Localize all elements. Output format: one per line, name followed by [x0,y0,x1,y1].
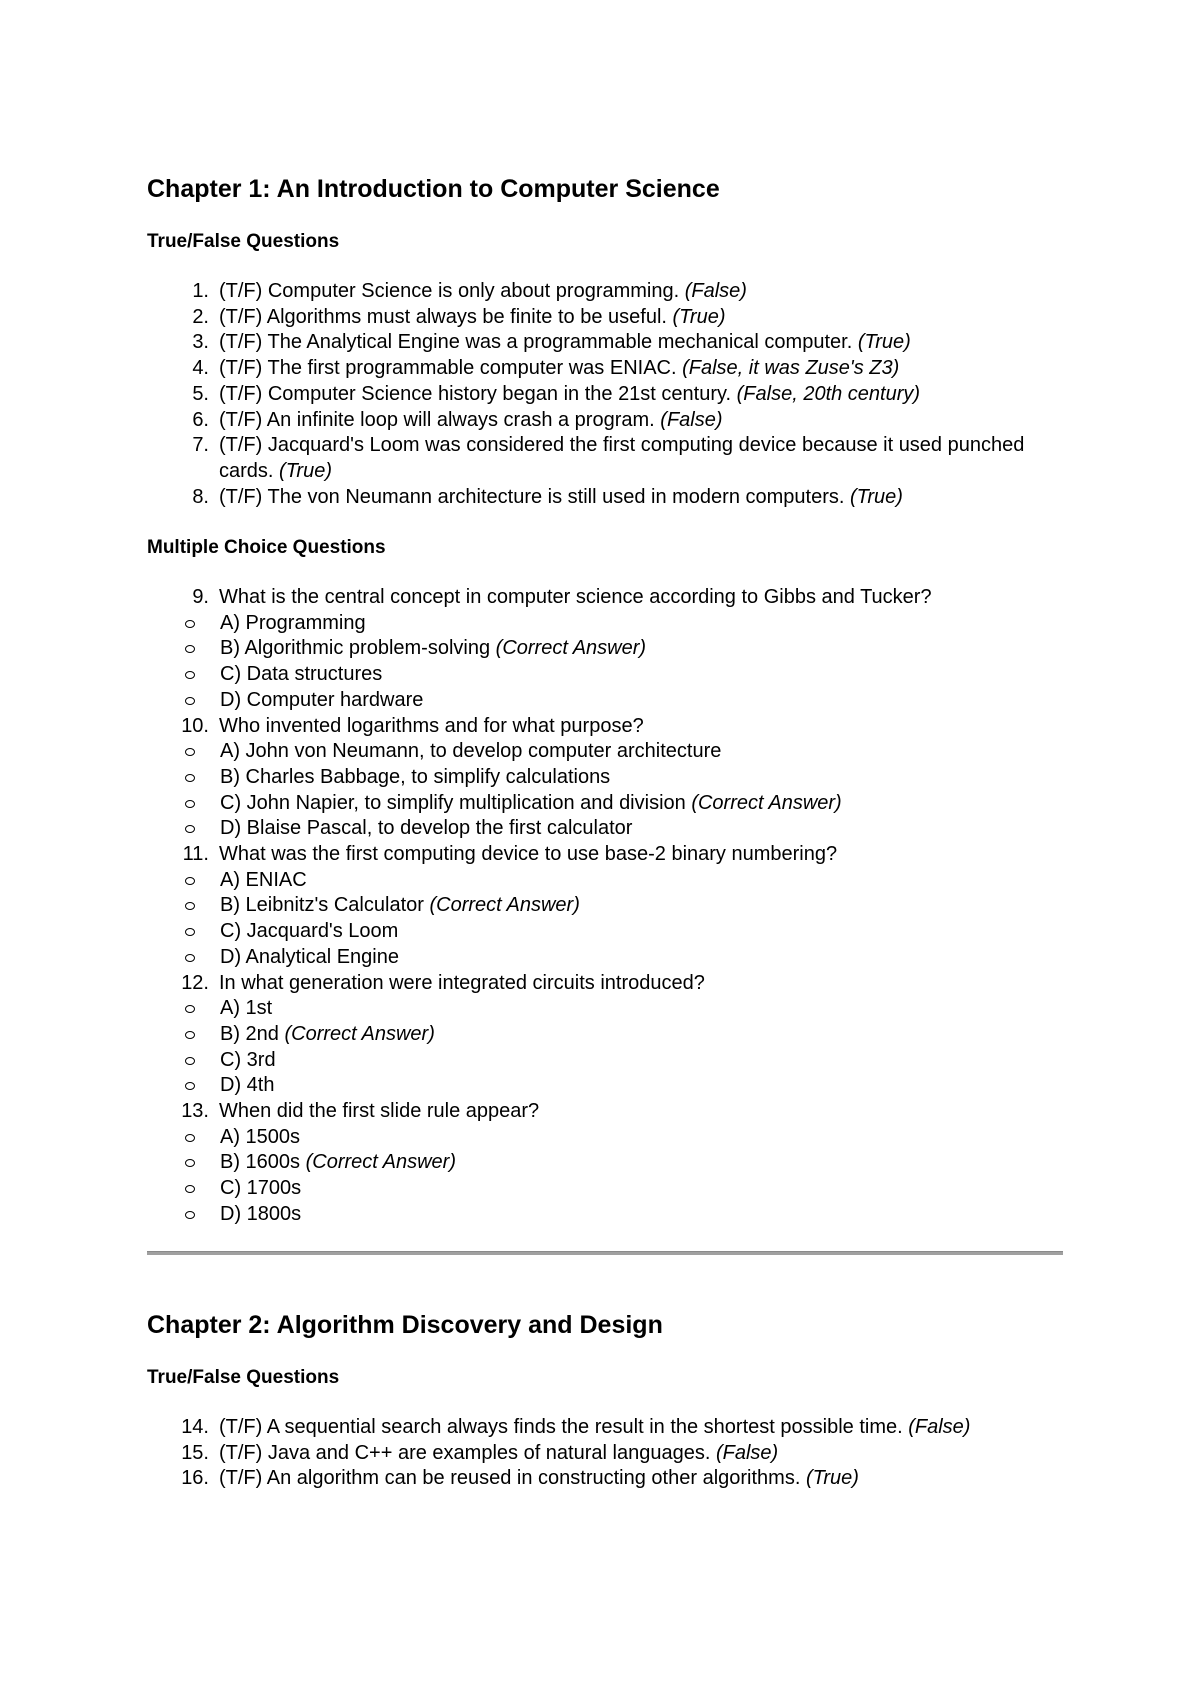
chapter-1-tf-list [147,279,1067,510]
question-answer: (False) [908,1416,971,1438]
tf-question [147,1415,1067,1441]
options-list [147,868,1067,971]
option-answer: (Correct Answer) [495,637,647,660]
question-text: (T/F) A sequential search always finds the result in the shortest possible time. [219,1416,909,1438]
option-text: C) 3rd [220,1048,276,1071]
option-text: D) 4th [220,1074,275,1097]
chapter-1-title: Chapter 1: An Introduction to Computer Science [147,175,720,203]
mc-question [147,585,1067,611]
option [147,765,1067,791]
option [147,636,1067,662]
option [147,868,1067,894]
option [147,739,1067,765]
question-number: 16. [181,1467,209,1490]
option-answer: (Correct Answer) [305,1151,456,1174]
question-text: (T/F) The first programmable computer was ENIAC. [219,357,683,380]
question-answer: (True) [672,305,726,328]
option [147,611,1067,637]
option-text: A) John von Neumann, to develop computer architecture [220,740,722,763]
tf-question [147,356,1067,382]
option-text: D) Analytical Engine [220,945,399,968]
option-text: B) Leibnitz's Calculator [220,894,430,917]
option [147,1048,1067,1074]
question-number: 4. [192,357,209,380]
option-text: B) 2nd [220,1022,285,1045]
option [147,1150,1067,1176]
chapter-2-title: Chapter 2: Algorithm Discovery and Design [147,1311,663,1339]
option [147,919,1067,945]
option [147,1022,1067,1048]
circle-bullet-icon [185,1057,195,1065]
question-text: What was the first computing device to use base-2 binary numbering? [219,843,838,866]
question-text: In what generation were integrated circuits introduced? [219,971,705,994]
question-answer: (False) [660,408,723,431]
option-text: B) 1600s [220,1151,306,1174]
question-text: When did the first slide rule appear? [219,1100,540,1123]
tf-question [147,433,1067,484]
circle-bullet-icon [185,1211,195,1219]
option [147,945,1067,971]
circle-bullet-icon [185,1031,195,1039]
option-answer: (Correct Answer) [691,791,842,814]
question-text: (T/F) An algorithm can be reused in constructing other algorithms. [219,1467,806,1490]
question-text: (T/F) An infinite loop will always crash a program. [219,408,661,431]
question-number: 2. [192,305,209,328]
circle-bullet-icon [185,902,195,910]
question-answer: (False) [715,1441,779,1464]
option-text: D) Blaise Pascal, to develop the first calculator [220,817,633,840]
circle-bullet-icon [185,645,195,653]
chapter-2-tf-heading: True/False Questions [147,1367,340,1388]
option-text: C) Jacquard's Loom [220,920,399,943]
option-text: A) 1st [220,997,273,1020]
mc-question [147,971,1067,997]
question-text: (T/F) Jacquard's Loom was considered the first computing device because it used punched cards. [219,434,1025,482]
question-answer: (True) [857,331,911,354]
tf-question [147,1441,1067,1467]
question-number: 5. [192,382,209,405]
question-text: (T/F) Algorithms must always be finite to be useful. [219,305,673,328]
options-list [147,739,1067,842]
question-number: 1. [192,280,209,302]
mc-question [147,714,1067,740]
circle-bullet-icon [185,697,195,705]
option-text: C) 1700s [220,1177,302,1200]
question-text: What is the central concept in computer science according to Gibbs and Tucker? [219,586,932,608]
circle-bullet-icon [185,1159,195,1167]
chapter-2-tf-list [147,1415,1067,1492]
question-answer: (True) [850,485,903,508]
option-text: C) Data structures [220,663,383,686]
question-answer: (False, 20th century) [736,382,921,405]
option [147,662,1067,688]
tf-question [147,408,1067,434]
question-number: 7. [192,434,209,457]
question-number: 15. [181,1441,209,1464]
document-page [147,0,1067,1696]
question-number: 10. [181,714,209,737]
question-text: (T/F) Computer Science history began in the 21st century. [219,382,737,405]
circle-bullet-icon [185,1134,195,1142]
question-answer: (True) [279,459,332,482]
tf-question [147,279,1067,305]
circle-bullet-icon [185,928,195,936]
option-text: A) 1500s [220,1125,301,1148]
question-body [219,1415,1059,1441]
mc-question [147,1099,1067,1125]
circle-bullet-icon [185,954,195,962]
circle-bullet-icon [185,748,195,756]
question-number: 3. [192,331,209,354]
option-text: A) ENIAC [220,868,307,891]
circle-bullet-icon [185,825,195,833]
mc-question [147,842,1067,868]
question-text: (T/F) The von Neumann architecture is still used in modern computers. [219,485,850,508]
question-number: 14. [181,1416,209,1438]
tf-question [147,485,1067,511]
circle-bullet-icon [185,877,195,885]
circle-bullet-icon [185,620,195,628]
option-answer: (Correct Answer) [429,894,580,917]
options-list [147,1125,1067,1228]
option [147,996,1067,1022]
circle-bullet-icon [185,1082,195,1090]
question-text: Who invented logarithms and for what purpose? [219,714,644,737]
option [147,688,1067,714]
option-text: C) John Napier, to simplify multiplication and division [220,791,692,814]
option [147,1073,1067,1099]
horizontal-divider [147,1251,1063,1255]
option-text: A) Programming [220,611,366,634]
circle-bullet-icon [185,800,195,808]
question-number: 9. [192,586,209,608]
question-answer: (False, it was Zuse's Z3) [682,357,900,380]
chapter-1-mc-list [147,585,1067,1228]
option-group [147,739,1067,842]
tf-question [147,382,1067,408]
options-list [147,611,1067,714]
question-text: (T/F) The Analytical Engine was a programmable mechanical computer. [219,331,858,354]
option [147,816,1067,842]
chapter-1-tf-heading: True/False Questions [147,231,340,252]
tf-question [147,330,1067,356]
option-text: B) Charles Babbage, to simplify calculations [220,765,611,788]
circle-bullet-icon [185,1185,195,1193]
circle-bullet-icon [185,1005,195,1013]
question-number: 12. [181,971,209,994]
option [147,1202,1067,1228]
option-text: D) Computer hardware [220,688,424,711]
chapter-1-mc-heading: Multiple Choice Questions [147,537,386,558]
option-text: D) 1800s [220,1202,302,1225]
question-answer: (False) [684,280,747,302]
question-text: (T/F) Java and C++ are examples of natural languages. [219,1441,716,1464]
option [147,1176,1067,1202]
option-answer: (Correct Answer) [284,1022,435,1045]
tf-question [147,305,1067,331]
question-body [219,433,1059,484]
question-number: 13. [181,1100,209,1123]
tf-question [147,1466,1067,1492]
question-text: (T/F) Computer Science is only about programming. [219,280,685,302]
option-group [147,868,1067,971]
option [147,1125,1067,1151]
option-group [147,1125,1067,1228]
option [147,791,1067,817]
option-group [147,611,1067,714]
question-number: 11. [182,843,209,866]
question-number: 6. [192,408,209,431]
question-number: 8. [192,485,209,508]
options-list [147,996,1067,1099]
question-answer: (True) [805,1467,859,1490]
option-text: B) Algorithmic problem-solving [220,637,496,660]
option-group [147,996,1067,1099]
option [147,893,1067,919]
circle-bullet-icon [185,671,195,679]
circle-bullet-icon [185,774,195,782]
